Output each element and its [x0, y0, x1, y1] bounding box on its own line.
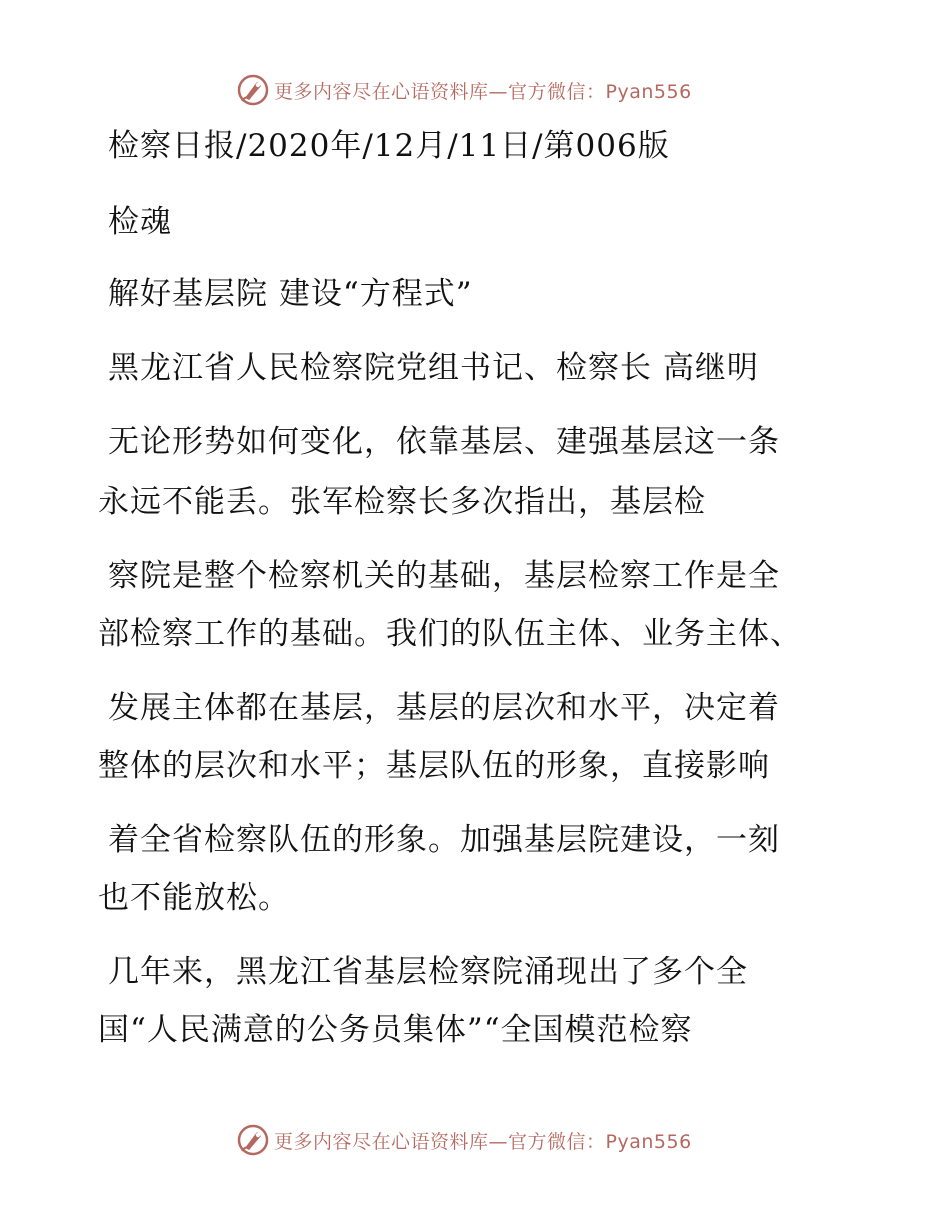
paragraph-line: 着全省检察队伍的形象。加强基层院建设，一刻: [108, 822, 780, 858]
pen-nib-logo-icon: [236, 1123, 270, 1157]
section-name-line: 检魂: [108, 204, 172, 240]
publication-info-line: 检察日报/2020年/12月/11日/第006版: [108, 128, 670, 164]
pen-nib-logo-icon: [236, 73, 270, 107]
header-watermark-banner: [236, 72, 692, 108]
paragraph-line: 整体的层次和水平；基层队伍的形象，直接影响: [98, 748, 770, 784]
paragraph-line: 部检察工作的基础。我们的队伍主体、业务主体、: [98, 616, 802, 652]
paragraph-line: 察院是整个检察机关的基础，基层检察工作是全: [108, 558, 780, 594]
author-line: 黑龙江省人民检察院党组书记、检察长 高继明: [108, 350, 759, 386]
article-title-line: 解好基层院 建设“方程式”: [108, 276, 473, 312]
paragraph-line: 无论形势如何变化，依靠基层、建强基层这一条: [108, 424, 780, 460]
paragraph-line: 永远不能丢。张军检察长多次指出，基层检: [98, 484, 706, 520]
paragraph-line: 也不能放松。: [98, 880, 290, 916]
footer-watermark-banner: [236, 1122, 692, 1158]
paragraph-line: 几年来，黑龙江省基层检察院涌现出了多个全: [108, 954, 748, 990]
header-watermark-text: 更多内容尽在心语资料库—官方微信：Pyan556: [274, 80, 692, 103]
paragraph-line: 发展主体都在基层，基层的层次和水平，决定着: [108, 690, 780, 726]
paragraph-line: 国“人民满意的公务员集体”“全国模范检察: [98, 1012, 693, 1048]
footer-watermark-text: 更多内容尽在心语资料库—官方微信：Pyan556: [274, 1130, 692, 1153]
